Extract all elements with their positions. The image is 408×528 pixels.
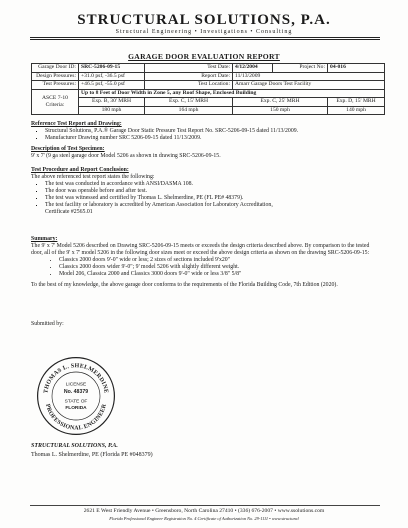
list-item: ▪ Manufacturer Drawing number SRC 5206-09-15 dated 11/13/2009. [45, 135, 381, 142]
report-meta-table [31, 63, 385, 115]
seal-bottom-text: PROFESSIONAL ENGINEER [44, 403, 108, 432]
table-row [32, 98, 385, 107]
meta-value: SRC-5206-09-15 [79, 64, 145, 73]
meta-value: +46.5 psf, -55.0 psf [79, 81, 145, 90]
exposure-cell: Exp. D, 15' MRH [328, 98, 385, 107]
company-name: STRUCTURAL SOLUTIONS, P.A. [77, 12, 331, 28]
seal-license-number: No. 48379 [63, 388, 89, 395]
seal-state-label: STATE OF [64, 399, 88, 405]
signature-name: Thomas L. Shelmerdine, PE (Florida PE #048379) [31, 452, 153, 458]
table-row [32, 64, 385, 73]
meta-label: Test Location: [145, 81, 233, 90]
submitted-by: Submitted by: [31, 321, 64, 327]
reference-section [31, 121, 381, 142]
summary-section [31, 236, 381, 289]
section-text: 9' x 7' (9 ga steel garage door Model 5206 as shown in drawing SRC-5206-09-15. [31, 153, 221, 159]
table-row [32, 81, 385, 90]
footer-address: 2621 E West Friendly Avenue • Greensboro, North Carolina 27410 • (336) 676-2007 • www.ssolutions.com [83, 508, 325, 514]
exposure-cell: Exp. B, 30' MRH [79, 98, 145, 107]
meta-value: 04-016 [328, 64, 385, 73]
seal-state-name: FLORIDA [65, 405, 87, 411]
footer-rule [30, 505, 380, 506]
engineer-seal [36, 356, 116, 436]
meta-value: 11/13/2009 [233, 72, 385, 81]
seal-name-text: THOMAS L. SHELMERDINE [43, 363, 109, 394]
meta-label: Design Pressures: [32, 72, 79, 81]
list-item: ▪ The door was operable before and after test. [45, 188, 381, 195]
seal-inner-ring [52, 372, 100, 420]
meta-value: +31.0 psf, -36.5 psf [79, 72, 145, 81]
list-item: ▪ The test facility or laboratory is accredited by American Association for Laboratory Accreditation, [45, 202, 381, 209]
criteria-label: Criteria: [45, 101, 65, 108]
meta-value: Up to 8 Feet of Door Width in Zone 5, any Roof Shape, Enclosed Building [79, 89, 385, 98]
meta-label: Project No: [273, 64, 328, 73]
section-text: To the best of my knowledge, the above garage door conforms to the requirements of the Florida Building Code, 7th Edition (2020). [31, 282, 338, 288]
asce-label: ASCE 7-10 [42, 94, 68, 101]
section-heading: Summary: [31, 236, 58, 242]
speed-cell: 150 mph [233, 106, 328, 115]
signature-company: STRUCTURAL SOLUTIONS, P.A. [31, 443, 118, 449]
list-item: • Classics 2000 doors wider 9'-0"; 9' model 5206 with slightly different weight. [59, 264, 381, 271]
conclusion-section [31, 167, 381, 216]
footer-registration: Florida Professional Engineer Registration No. 4 Certificate of Authorization No. 29-1111 • www.structural [109, 516, 299, 521]
exposure-cell: Exp. C, 15' MRH [145, 98, 233, 107]
meta-label: Test Date: [145, 64, 233, 73]
meta-label [32, 89, 79, 115]
speed-cell: 164 mph [145, 106, 233, 115]
meta-label: Garage Door ID: [32, 64, 79, 73]
meta-label: Report Date: [145, 72, 233, 81]
list-item: • Classics 2000 doors 9'-0" wide or less; 2 sizes of sections included 9'x20" [59, 257, 381, 264]
exposure-cell: Exp. C, 25' MRH [233, 98, 328, 107]
section-text: The above referenced test report states the following: [31, 174, 155, 180]
table-row [32, 72, 385, 81]
table-row [32, 89, 385, 98]
speed-cell: 180 mph [79, 106, 145, 115]
section-heading: Reference Test Report and Drawing: [31, 121, 122, 127]
meta-label: Test Pressures: [32, 81, 79, 90]
list-item: ▪ The test was witnessed and certified by Thomas L. Shelmerdine, PE (FL PE# 48379). [45, 195, 381, 202]
company-tagline: Structural Engineering • Investigations • Consulting [115, 29, 293, 35]
list-item: ▪ Structural Solutions, P.A.® Garage Door Static Pressure Test Report No. SRC-5206-09-15 dated 11/13/2009. [45, 128, 381, 135]
meta-value: Amarr Garage Doors Test Facility [233, 81, 385, 90]
description-section [31, 146, 381, 160]
list-item: Certificate #2565.01 [45, 209, 93, 215]
report-title: GARAGE DOOR EVALUATION REPORT [128, 52, 280, 61]
section-heading: Description of Test Specimen: [31, 146, 105, 152]
header-rule [30, 37, 380, 38]
list-item: • Model 206, Classica 2000 and Classics 3000 doors 9'-0" wide or less 3/8" 5/8" [59, 271, 381, 278]
speed-cell: 140 mph [328, 106, 385, 115]
header-rule-thin [30, 39, 380, 40]
seal-license-label: LICENSE [65, 382, 87, 388]
section-text: The 9' x 7' Model 5206 described on Drawing SRC-5206-09-15 meets or exceeds the design criteria described above. By comparison to the tested door, all of the 9' x 7' model 5206 in the following door sizes meet or exceed the above design criteria as shown on the drawing SRC-5206-09-15: [31, 243, 370, 256]
meta-value: 4/12/2004 [233, 64, 273, 73]
table-row [32, 106, 385, 115]
list-item: ▪ The test was conducted in accordance with ANSI/DASMA 108. [45, 181, 381, 188]
section-heading: Test Procedure and Report Conclusion: [31, 167, 129, 173]
